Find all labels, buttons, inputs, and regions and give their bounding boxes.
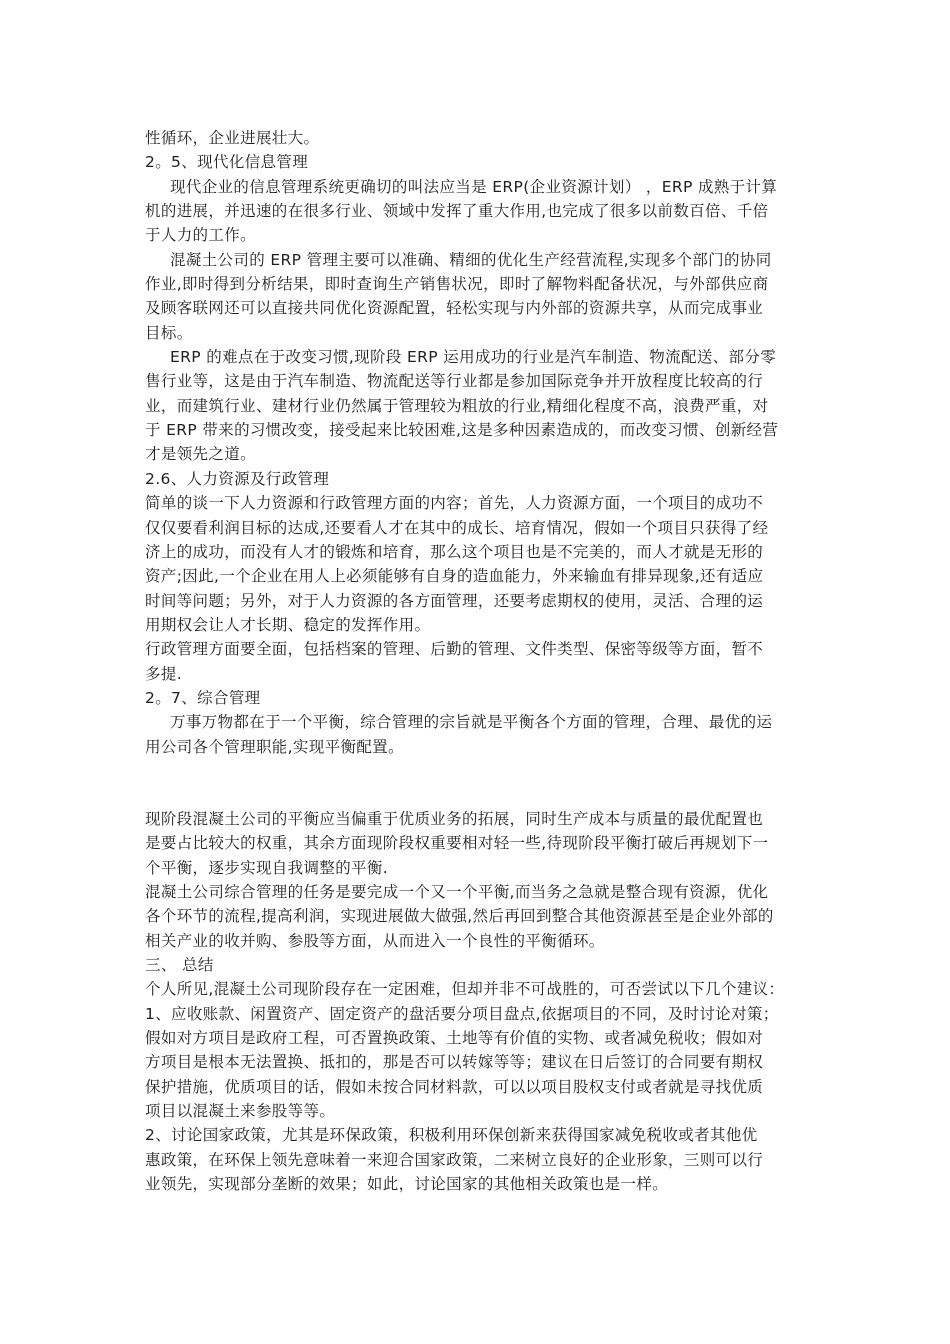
- section-heading: 2.6、人力资源及行政管理: [145, 469, 330, 488]
- text-line: 混凝土公司的 ERP 管理主要可以准确、精细的优化生产经营流程,实现多个部门的协同: [170, 250, 772, 269]
- text-line: 于人力的工作。: [145, 226, 256, 245]
- text-line: 相关产业的收并购、参股等方面，从而进入一个良性的平衡循环。: [145, 931, 605, 950]
- text-line: 济上的成功，而没有人才的锻炼和培育，那么这个项目也是不完美的，而人才就是无形的: [145, 542, 764, 561]
- text-line: 时间等问题；另外，对于人力资源的各方面管理，还要考虑期权的使用，灵活、合理的运: [145, 591, 764, 610]
- text-line: 现代企业的信息管理系统更确切的叫法应当是 ERP(企业资源计划） ，ERP 成熟于计算: [170, 177, 778, 196]
- section-heading: 三、 总结: [145, 956, 214, 974]
- text-line: 项目以混凝土来参股等等。: [145, 1102, 336, 1121]
- text-line: 简单的谈一下人力资源和行政管理方面的内容；首先，人力资源方面，一个项目的成功不: [145, 494, 764, 513]
- text-line: ERP 的难点在于改变习惯,现阶段 ERP 运用成功的行业是汽车制造、物流配送、部分零: [170, 348, 777, 367]
- text-line: 用公司各个管理职能,实现平衡配置。: [145, 737, 404, 756]
- text-line: 性循环，企业进展壮大。: [145, 129, 320, 147]
- text-line: 2、讨论国家政策，尤其是环保政策，积极利用环保创新来获得国家减免税收或者其他优: [145, 1126, 758, 1145]
- text-line: 现阶段混凝土公司的平衡应当偏重于优质业务的拓展，同时生产成本与质量的最优配置也: [145, 809, 764, 828]
- text-line: 作业,即时得到分析结果，即时查询生产销售状况，即时了解物料配备状况，与外部供应商: [145, 275, 769, 294]
- text-line: 惠政策，在环保上领先意味着一来迎合国家政策，二来树立良好的企业形象，三则可以行: [145, 1150, 764, 1169]
- text-line: 及顾客联网还可以直接共同优化资源配置，轻松实现与内外部的资源共享，从而完成事业: [145, 299, 764, 318]
- text-line: 个平衡，逐步实现自我调整的平衡.: [145, 858, 389, 877]
- text-line: 售行业等，这是由于汽车制造、物流配送等行业都是参加国际竞争并开放程度比较高的行: [145, 372, 764, 391]
- text-line: 多提.: [145, 664, 182, 683]
- paragraph-gap: [145, 759, 813, 807]
- text-line: 才是领先之道。: [145, 445, 256, 464]
- text-line: 方项目是根本无法置换、抵扣的，那是否可以转嫁等等；建议在日后签订的合同要有期权: [145, 1053, 764, 1072]
- text-line: 业，而建筑行业、建材行业仍然属于管理较为粗放的行业,精细化程度不高，浪费严重，对: [145, 396, 769, 415]
- text-line: 业领先，实现部分垄断的效果；如此，讨论国家的其他相关政策也是一样。: [145, 1175, 669, 1194]
- text-line: 仅仅要看利润目标的达成,还要看人才在其中的成长、培育情况，假如一个项目只获得了经: [145, 518, 769, 537]
- text-line: 保护措施，优质项目的话，假如未按合同材料款，可以以项目股权支付或者就是寻找优质: [145, 1077, 764, 1096]
- text-line: 各个环节的流程,提高利润，实现进展做大做强,然后再回到整合其他资源甚至是企业外部的: [145, 907, 774, 926]
- text-line: 行政管理方面要全面，包括档案的管理、后勤的管理、文件类型、保密等级等方面，暂不: [145, 640, 764, 659]
- text-line: 是要占比较大的权重，其余方面现阶段权重要相对轻一些,待现阶段平衡打破后再规划下一: [145, 834, 769, 853]
- section-heading: 2。5、现代化信息管理: [145, 153, 309, 172]
- text-line: 万事万物都在于一个平衡，综合管理的宗旨就是平衡各个方面的管理，合理、最优的运: [170, 713, 773, 732]
- text-line: 假如对方项目是政府工程，可否置换政策、土地等有价值的实物、或者减免税收；假如对: [145, 1029, 764, 1048]
- text-line: 1、应收账款、闲置资产、固定资产的盘活要分项目盘点,依据项目的不同，及时讨论对策；: [145, 1004, 779, 1023]
- text-line: 目标。: [145, 323, 193, 342]
- text-line: 混凝土公司综合管理的任务是要完成一个又一个平衡,而当务之急就是整合现有资源，优化: [145, 882, 769, 901]
- text-line: 用期权会让人才长期、稳定的发挥作用。: [145, 615, 431, 634]
- document-body: [145, 126, 813, 1196]
- text-line: 机的进展，并迅速的在很多行业、领域中发挥了重大作用,也完成了很多以前数百倍、千倍: [145, 202, 769, 221]
- text-line: 于 ERP 带来的习惯改变，接受起来比较困难,这是多种因素造成的，而改变习惯、创新经营: [145, 421, 779, 440]
- text-line: 资产;因此,一个企业在用人上必须能够有自身的造血能力，外来输血有排异现象,还有适应: [145, 567, 764, 586]
- section-heading: 2。7、综合管理: [145, 688, 261, 707]
- text-line: 个人所见,混凝土公司现阶段存在一定困难，但却并非不可战胜的，可否尝试以下几个建议：: [145, 980, 785, 999]
